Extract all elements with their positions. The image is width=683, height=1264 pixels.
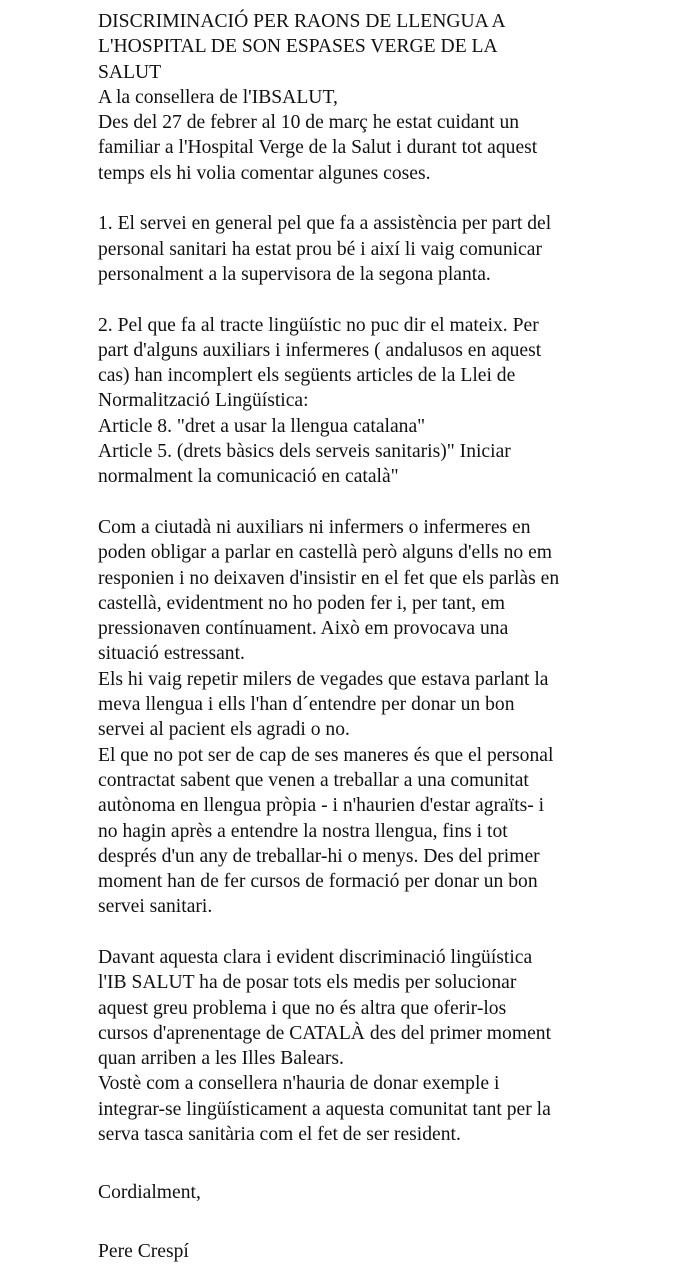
closing: Cordialment, — [98, 1182, 201, 1204]
text-line: autònoma en llengua pròpia - i n'haurien d'estar agraïts- i — [98, 795, 545, 817]
text-line: Des del 27 de febrer al 10 de març he estat cuidant un — [98, 112, 520, 134]
text-line: no hagin après a entendre la nostra llengua, fins i tot — [98, 820, 508, 842]
text-line: pressionaven contínuament. Això em provocava una — [98, 618, 509, 640]
title-line: DISCRIMINACIÓ PER RAONS DE LLENGUA A — [98, 11, 506, 32]
text-line: cursos d'aprenentage de CATALÀ des del primer moment — [98, 1022, 552, 1044]
complaint-paragraph — [98, 515, 668, 920]
signature: Pere Crespí — [98, 1240, 189, 1262]
text-line: Com a ciutadà ni auxiliars ni infermers o infermeres en — [98, 516, 531, 538]
text-line: Article 5. (drets bàsics dels serveis sanitaris)" Iniciar — [98, 441, 511, 463]
paragraph-gap — [98, 1206, 668, 1239]
text-line: contractat sabent que venen a treballar a una comunitat — [98, 769, 529, 791]
text-line: El que no pot ser de cap de ses maneres és que el personal — [98, 744, 554, 766]
text-line: responien i no deixaven d'insistir en el fet que els parlàs en — [98, 567, 560, 589]
text-line: poden obligar a parlar en castellà però alguns d'ells no em — [98, 542, 553, 564]
text-line: servei sanitari. — [98, 896, 213, 918]
text-line: Normalització Lingüística: — [98, 390, 309, 412]
text-line: aquest greu problema i que no és altra que oferir-los — [98, 997, 507, 1019]
text-line: castellà, evidentment no ho poden fer i, per tant, em — [98, 592, 505, 614]
point-2-paragraph — [98, 313, 668, 490]
paragraph-gap — [98, 287, 668, 312]
text-line: Davant aquesta clara i evident discriminació lingüística — [98, 946, 533, 968]
paragraph-gap — [98, 186, 668, 211]
salutation: A la consellera de l'IBSALUT, — [98, 86, 338, 108]
text-line: quan arriben a les Illes Balears. — [98, 1048, 344, 1070]
text-line: després d'un any de treballar-hi o menys. Des del primer — [98, 845, 540, 867]
text-line: cas) han incomplert els següents articles de la Llei de — [98, 365, 516, 387]
text-line: serva tasca sanitària com el fet de ser resident. — [98, 1124, 461, 1146]
text-line: meva llengua i ells l'han d´entendre per donar un bon — [98, 694, 515, 716]
text-line: Els hi vaig repetir milers de vegades que estava parlant la — [98, 668, 549, 690]
paragraph-gap — [98, 490, 668, 515]
letter-document — [98, 9, 668, 1264]
text-line: familiar a l'Hospital Verge de la Salut i durant tot aquest — [98, 137, 538, 159]
point-1-paragraph — [98, 211, 668, 287]
text-line: Vostè com a consellera n'hauria de donar exemple i — [98, 1073, 500, 1095]
text-line: 1. El servei en general pel que fa a assistència per part del — [98, 213, 552, 235]
text-line: normalment la comunicació en català" — [98, 466, 399, 488]
text-line: Article 8. "dret a usar la llengua catalana" — [98, 415, 426, 437]
title-line: L'HOSPITAL DE SON ESPASES VERGE DE LA — [98, 36, 498, 58]
text-line: personal sanitari ha estat prou bé i així li vaig comunicar — [98, 238, 542, 260]
text-line: l'IB SALUT ha de posar tots els medis per solucionar — [98, 972, 517, 994]
text-line: personalment a la supervisora de la segona planta. — [98, 263, 491, 285]
text-line: part d'alguns auxiliars i infermeres ( andalusos en aquest — [98, 339, 542, 361]
text-line: situació estressant. — [98, 643, 245, 665]
request-paragraph — [98, 945, 668, 1147]
text-line: integrar-se lingüísticament a aquesta comunitat tant per la — [98, 1098, 551, 1120]
intro-paragraph — [98, 110, 668, 186]
letter-title — [98, 9, 668, 85]
text-line: moment han de fer cursos de formació per donar un bon — [98, 871, 538, 893]
paragraph-gap — [98, 920, 668, 945]
text-line: temps els hi volia comentar algunes coses. — [98, 162, 431, 184]
paragraph-gap — [98, 1147, 668, 1180]
title-line: SALUT — [98, 61, 162, 83]
text-line: 2. Pel que fa al tracte lingüístic no puc dir el mateix. Per — [98, 314, 539, 336]
text-line: servei al pacient els agradi o no. — [98, 719, 350, 741]
